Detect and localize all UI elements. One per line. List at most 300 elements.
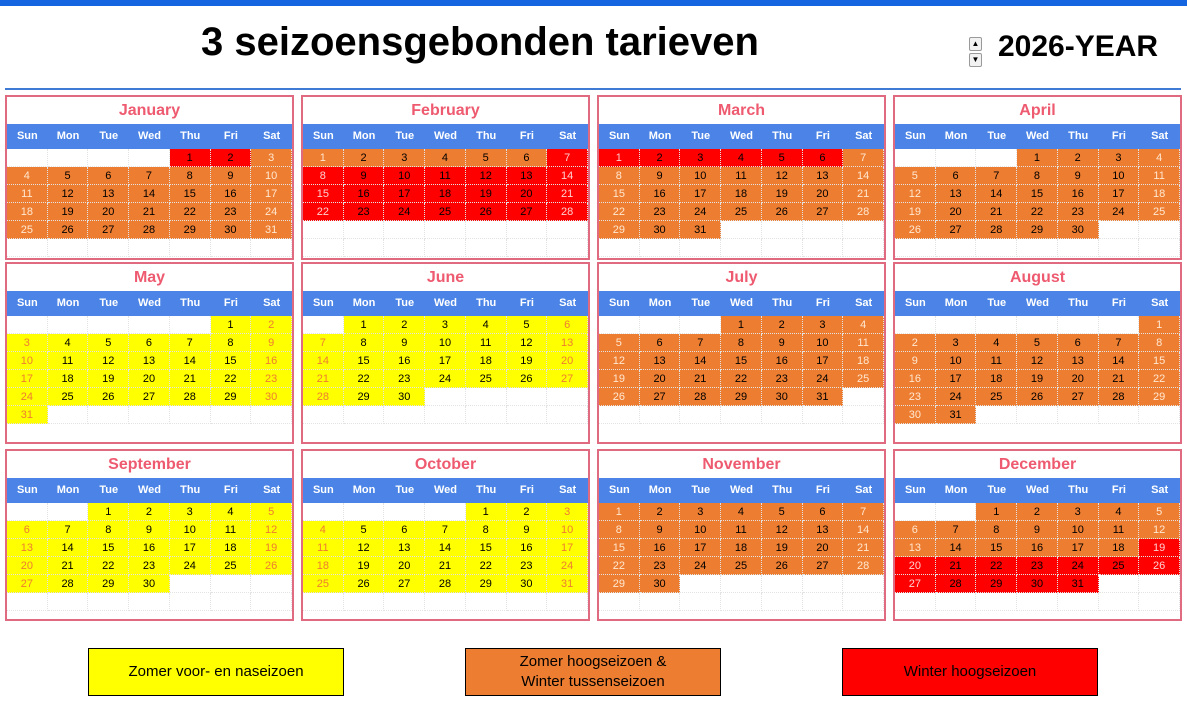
- day-cell: 12: [762, 521, 803, 539]
- empty-cell: [599, 593, 640, 611]
- day-cell: 17: [251, 185, 292, 203]
- day-cell: 5: [599, 334, 640, 352]
- empty-cell: [1099, 593, 1140, 611]
- day-cell: 17: [7, 370, 48, 388]
- month-december: [893, 449, 1182, 621]
- empty-cell: [48, 593, 89, 611]
- day-cell: 24: [680, 557, 721, 575]
- day-cell: 15: [211, 352, 252, 370]
- empty-cell: [7, 149, 48, 167]
- day-cell: 27: [1058, 388, 1099, 406]
- day-cell: 15: [170, 185, 211, 203]
- day-cell: 23: [344, 203, 385, 221]
- day-cell: 29: [344, 388, 385, 406]
- empty-cell: [344, 406, 385, 424]
- empty-cell: [1139, 593, 1180, 611]
- day-cell: 2: [1017, 503, 1058, 521]
- day-cell: 1: [344, 316, 385, 334]
- day-cell: 28: [48, 575, 89, 593]
- day-cell: 20: [640, 370, 681, 388]
- empty-cell: [721, 239, 762, 257]
- day-cell: 24: [547, 557, 588, 575]
- day-cell: 15: [721, 352, 762, 370]
- day-cell: 17: [936, 370, 977, 388]
- empty-cell: [170, 316, 211, 334]
- empty-cell: [211, 406, 252, 424]
- weekday-header: Sun: [7, 478, 48, 503]
- empty-cell: [936, 316, 977, 334]
- day-cell: 25: [303, 575, 344, 593]
- empty-cell: [640, 406, 681, 424]
- day-cell: 1: [1017, 149, 1058, 167]
- day-cell: 22: [303, 203, 344, 221]
- weekday-header: Fri: [211, 124, 252, 149]
- empty-cell: [507, 239, 548, 257]
- day-cell: 13: [7, 539, 48, 557]
- day-cell: 1: [721, 316, 762, 334]
- day-cell: 19: [344, 557, 385, 575]
- day-cell: 15: [303, 185, 344, 203]
- day-cell: 31: [680, 221, 721, 239]
- day-cell: 24: [680, 203, 721, 221]
- day-cell: 24: [425, 370, 466, 388]
- empty-cell: [1058, 239, 1099, 257]
- empty-cell: [1139, 575, 1180, 593]
- day-cell: 31: [1058, 575, 1099, 593]
- empty-cell: [129, 316, 170, 334]
- year-spinner[interactable]: [969, 37, 982, 66]
- day-cell: 25: [7, 221, 48, 239]
- weekday-header: Sun: [599, 478, 640, 503]
- day-cell: 11: [843, 334, 884, 352]
- day-cell: 29: [88, 575, 129, 593]
- day-cell: 28: [129, 221, 170, 239]
- day-cell: 2: [895, 334, 936, 352]
- day-cell: 16: [129, 539, 170, 557]
- day-cell: 1: [88, 503, 129, 521]
- day-cell: 22: [599, 557, 640, 575]
- weekday-header: Tue: [976, 124, 1017, 149]
- weekday-header: Fri: [507, 478, 548, 503]
- day-cell: 8: [88, 521, 129, 539]
- weekday-header: Mon: [640, 478, 681, 503]
- month-name: September: [108, 456, 191, 473]
- day-cell: 8: [1139, 334, 1180, 352]
- day-cell: 8: [170, 167, 211, 185]
- day-cell: 7: [170, 334, 211, 352]
- day-cell: 1: [170, 149, 211, 167]
- weekday-header: Tue: [88, 478, 129, 503]
- empty-cell: [7, 316, 48, 334]
- day-cell: 25: [843, 370, 884, 388]
- header-divider: [5, 88, 1181, 90]
- day-cell: 27: [803, 557, 844, 575]
- day-cell: 25: [1139, 203, 1180, 221]
- month-february: [301, 95, 590, 260]
- day-cell: 9: [640, 167, 681, 185]
- empty-cell: [895, 149, 936, 167]
- day-cell: 3: [680, 149, 721, 167]
- weekday-header: Sat: [1139, 291, 1180, 316]
- day-cell: 21: [48, 557, 89, 575]
- day-cell: 23: [762, 370, 803, 388]
- day-cell: 21: [843, 185, 884, 203]
- weekday-header: Fri: [803, 291, 844, 316]
- day-cell: 17: [1058, 539, 1099, 557]
- month-august: [893, 262, 1182, 444]
- day-cell: 28: [547, 203, 588, 221]
- empty-cell: [803, 575, 844, 593]
- empty-cell: [547, 239, 588, 257]
- day-cell: 10: [251, 167, 292, 185]
- day-cell: 30: [384, 388, 425, 406]
- legend-winter-high: Winter hoogseizoen: [842, 648, 1098, 696]
- day-cell: 11: [48, 352, 89, 370]
- empty-cell: [843, 221, 884, 239]
- day-cell: 13: [88, 185, 129, 203]
- empty-cell: [1099, 316, 1140, 334]
- weekday-header: Fri: [803, 124, 844, 149]
- day-cell: 4: [466, 316, 507, 334]
- empty-cell: [7, 593, 48, 611]
- weekday-header: Thu: [170, 478, 211, 503]
- day-cell: 13: [895, 539, 936, 557]
- day-cell: 10: [7, 352, 48, 370]
- day-cell: 9: [762, 334, 803, 352]
- day-cell: 14: [680, 352, 721, 370]
- empty-cell: [762, 575, 803, 593]
- day-cell: 7: [303, 334, 344, 352]
- day-cell: 2: [507, 503, 548, 521]
- weekday-header: Mon: [344, 291, 385, 316]
- weekday-header: Fri: [1099, 124, 1140, 149]
- day-cell: 30: [211, 221, 252, 239]
- month-september: [5, 449, 294, 621]
- month-name: February: [411, 102, 480, 119]
- empty-cell: [466, 239, 507, 257]
- month-name: December: [998, 456, 1077, 473]
- weekday-header: Fri: [211, 478, 252, 503]
- empty-cell: [129, 239, 170, 257]
- weekday-header: Sat: [547, 478, 588, 503]
- day-cell: 29: [599, 575, 640, 593]
- empty-cell: [251, 406, 292, 424]
- empty-cell: [599, 239, 640, 257]
- day-cell: 6: [384, 521, 425, 539]
- day-cell: 8: [721, 334, 762, 352]
- day-cell: 27: [640, 388, 681, 406]
- empty-cell: [251, 593, 292, 611]
- day-cell: 5: [1139, 503, 1180, 521]
- day-cell: 16: [384, 352, 425, 370]
- day-cell: 16: [1058, 185, 1099, 203]
- weekday-header: Mon: [936, 478, 977, 503]
- day-cell: 31: [7, 406, 48, 424]
- empty-cell: [1017, 593, 1058, 611]
- day-cell: 27: [88, 221, 129, 239]
- empty-cell: [425, 239, 466, 257]
- weekday-header: Thu: [466, 124, 507, 149]
- month-may: [5, 262, 294, 444]
- day-cell: 11: [425, 167, 466, 185]
- empty-cell: [466, 406, 507, 424]
- day-cell: 15: [88, 539, 129, 557]
- day-cell: 16: [640, 539, 681, 557]
- day-cell: 26: [599, 388, 640, 406]
- empty-cell: [466, 593, 507, 611]
- day-cell: 2: [384, 316, 425, 334]
- empty-cell: [211, 239, 252, 257]
- day-cell: 26: [762, 557, 803, 575]
- day-cell: 23: [211, 203, 252, 221]
- empty-cell: [303, 593, 344, 611]
- day-cell: 28: [170, 388, 211, 406]
- weekday-header: Sat: [547, 291, 588, 316]
- day-cell: 5: [88, 334, 129, 352]
- day-cell: 29: [1139, 388, 1180, 406]
- day-cell: 22: [170, 203, 211, 221]
- empty-cell: [803, 239, 844, 257]
- day-cell: 13: [507, 167, 548, 185]
- empty-cell: [1139, 406, 1180, 424]
- day-cell: 19: [762, 185, 803, 203]
- weekday-header: Tue: [88, 124, 129, 149]
- weekday-header: Sun: [599, 124, 640, 149]
- day-cell: 30: [895, 406, 936, 424]
- day-cell: 19: [895, 203, 936, 221]
- weekday-header: Tue: [384, 291, 425, 316]
- day-cell: 29: [466, 575, 507, 593]
- day-cell: 4: [843, 316, 884, 334]
- day-cell: 6: [507, 149, 548, 167]
- empty-cell: [1099, 221, 1140, 239]
- day-cell: 10: [936, 352, 977, 370]
- day-cell: 18: [843, 352, 884, 370]
- weekday-header: Tue: [384, 124, 425, 149]
- day-cell: 7: [129, 167, 170, 185]
- day-cell: 8: [344, 334, 385, 352]
- empty-cell: [425, 388, 466, 406]
- weekday-header: Mon: [48, 478, 89, 503]
- empty-cell: [1099, 575, 1140, 593]
- month-name: June: [426, 269, 465, 286]
- day-cell: 23: [251, 370, 292, 388]
- weekday-header: Mon: [48, 124, 89, 149]
- day-cell: 13: [547, 334, 588, 352]
- day-cell: 14: [170, 352, 211, 370]
- day-cell: 9: [640, 521, 681, 539]
- empty-cell: [251, 575, 292, 593]
- day-cell: 29: [1017, 221, 1058, 239]
- empty-cell: [936, 149, 977, 167]
- year-down-button[interactable]: [969, 53, 982, 67]
- day-cell: 24: [170, 557, 211, 575]
- day-cell: 12: [1017, 352, 1058, 370]
- day-cell: 3: [251, 149, 292, 167]
- day-cell: 26: [762, 203, 803, 221]
- day-cell: 11: [1099, 521, 1140, 539]
- weekday-header: Wed: [425, 478, 466, 503]
- empty-cell: [976, 239, 1017, 257]
- empty-cell: [936, 503, 977, 521]
- weekday-header: Tue: [680, 124, 721, 149]
- day-cell: 13: [129, 352, 170, 370]
- day-cell: 20: [7, 557, 48, 575]
- day-cell: 24: [1099, 203, 1140, 221]
- day-cell: 3: [425, 316, 466, 334]
- month-name: April: [1019, 102, 1056, 119]
- day-cell: 1: [303, 149, 344, 167]
- day-cell: 30: [507, 575, 548, 593]
- day-cell: 19: [48, 203, 89, 221]
- weekday-header: Wed: [1017, 478, 1058, 503]
- day-cell: 18: [466, 352, 507, 370]
- weekday-header: Thu: [762, 478, 803, 503]
- day-cell: 20: [547, 352, 588, 370]
- day-cell: 16: [762, 352, 803, 370]
- day-cell: 7: [1099, 334, 1140, 352]
- day-cell: 17: [680, 539, 721, 557]
- day-cell: 6: [640, 334, 681, 352]
- day-cell: 9: [895, 352, 936, 370]
- empty-cell: [547, 221, 588, 239]
- weekday-header: Mon: [640, 124, 681, 149]
- day-cell: 20: [384, 557, 425, 575]
- weekday-header: Tue: [976, 291, 1017, 316]
- day-cell: 2: [640, 503, 681, 521]
- day-cell: 12: [1139, 521, 1180, 539]
- day-cell: 14: [48, 539, 89, 557]
- day-cell: 17: [1099, 185, 1140, 203]
- day-cell: 28: [843, 203, 884, 221]
- day-cell: 28: [425, 575, 466, 593]
- day-cell: 19: [762, 539, 803, 557]
- day-cell: 4: [1099, 503, 1140, 521]
- day-cell: 1: [211, 316, 252, 334]
- empty-cell: [976, 316, 1017, 334]
- day-cell: 7: [843, 503, 884, 521]
- day-cell: 17: [384, 185, 425, 203]
- day-cell: 20: [803, 185, 844, 203]
- empty-cell: [843, 406, 884, 424]
- day-cell: 21: [170, 370, 211, 388]
- day-cell: 24: [384, 203, 425, 221]
- weekday-header: Sun: [895, 124, 936, 149]
- empty-cell: [599, 316, 640, 334]
- weekday-header: Sun: [303, 291, 344, 316]
- caret-down-icon: ▼: [971, 55, 980, 64]
- day-cell: 21: [843, 539, 884, 557]
- empty-cell: [843, 239, 884, 257]
- day-cell: 6: [1058, 334, 1099, 352]
- day-cell: 3: [384, 149, 425, 167]
- day-cell: 11: [1139, 167, 1180, 185]
- day-cell: 29: [170, 221, 211, 239]
- day-cell: 3: [1058, 503, 1099, 521]
- month-name: May: [133, 269, 166, 286]
- empty-cell: [466, 221, 507, 239]
- empty-cell: [507, 388, 548, 406]
- weekday-header: Sat: [251, 124, 292, 149]
- day-cell: 22: [721, 370, 762, 388]
- day-cell: 21: [303, 370, 344, 388]
- day-cell: 10: [803, 334, 844, 352]
- day-cell: 11: [7, 185, 48, 203]
- day-cell: 29: [721, 388, 762, 406]
- day-cell: 2: [129, 503, 170, 521]
- empty-cell: [88, 406, 129, 424]
- day-cell: 6: [803, 503, 844, 521]
- empty-cell: [1017, 239, 1058, 257]
- day-cell: 30: [640, 575, 681, 593]
- day-cell: 5: [1017, 334, 1058, 352]
- day-cell: 30: [1058, 221, 1099, 239]
- day-cell: 15: [599, 539, 640, 557]
- day-cell: 25: [466, 370, 507, 388]
- day-cell: 6: [547, 316, 588, 334]
- empty-cell: [1058, 593, 1099, 611]
- weekday-header: Tue: [680, 478, 721, 503]
- day-cell: 21: [425, 557, 466, 575]
- page-title: 3 seizoensgebonden tarieven: [201, 20, 759, 64]
- day-cell: 4: [211, 503, 252, 521]
- empty-cell: [7, 503, 48, 521]
- day-cell: 1: [466, 503, 507, 521]
- empty-cell: [680, 239, 721, 257]
- day-cell: 18: [721, 185, 762, 203]
- day-cell: 31: [547, 575, 588, 593]
- weekday-header: Fri: [507, 291, 548, 316]
- empty-cell: [547, 388, 588, 406]
- weekday-header: Fri: [507, 124, 548, 149]
- empty-cell: [129, 406, 170, 424]
- day-cell: 14: [547, 167, 588, 185]
- empty-cell: [762, 239, 803, 257]
- day-cell: 12: [507, 334, 548, 352]
- day-cell: 20: [129, 370, 170, 388]
- day-cell: 26: [895, 221, 936, 239]
- day-cell: 8: [599, 521, 640, 539]
- day-cell: 2: [211, 149, 252, 167]
- weekday-header: Sun: [7, 124, 48, 149]
- year-up-button[interactable]: [969, 37, 982, 51]
- empty-cell: [640, 239, 681, 257]
- day-cell: 18: [303, 557, 344, 575]
- empty-cell: [425, 503, 466, 521]
- day-cell: 5: [466, 149, 507, 167]
- empty-cell: [384, 406, 425, 424]
- day-cell: 6: [88, 167, 129, 185]
- empty-cell: [344, 239, 385, 257]
- empty-cell: [251, 239, 292, 257]
- day-cell: 5: [762, 503, 803, 521]
- day-cell: 18: [7, 203, 48, 221]
- empty-cell: [170, 593, 211, 611]
- month-april: [893, 95, 1182, 260]
- empty-cell: [170, 239, 211, 257]
- day-cell: 7: [680, 334, 721, 352]
- weekday-header: Wed: [721, 478, 762, 503]
- weekday-header: Mon: [344, 124, 385, 149]
- day-cell: 21: [547, 185, 588, 203]
- empty-cell: [599, 406, 640, 424]
- day-cell: 9: [344, 167, 385, 185]
- day-cell: 6: [7, 521, 48, 539]
- day-cell: 19: [507, 352, 548, 370]
- empty-cell: [88, 593, 129, 611]
- day-cell: 12: [762, 167, 803, 185]
- empty-cell: [680, 316, 721, 334]
